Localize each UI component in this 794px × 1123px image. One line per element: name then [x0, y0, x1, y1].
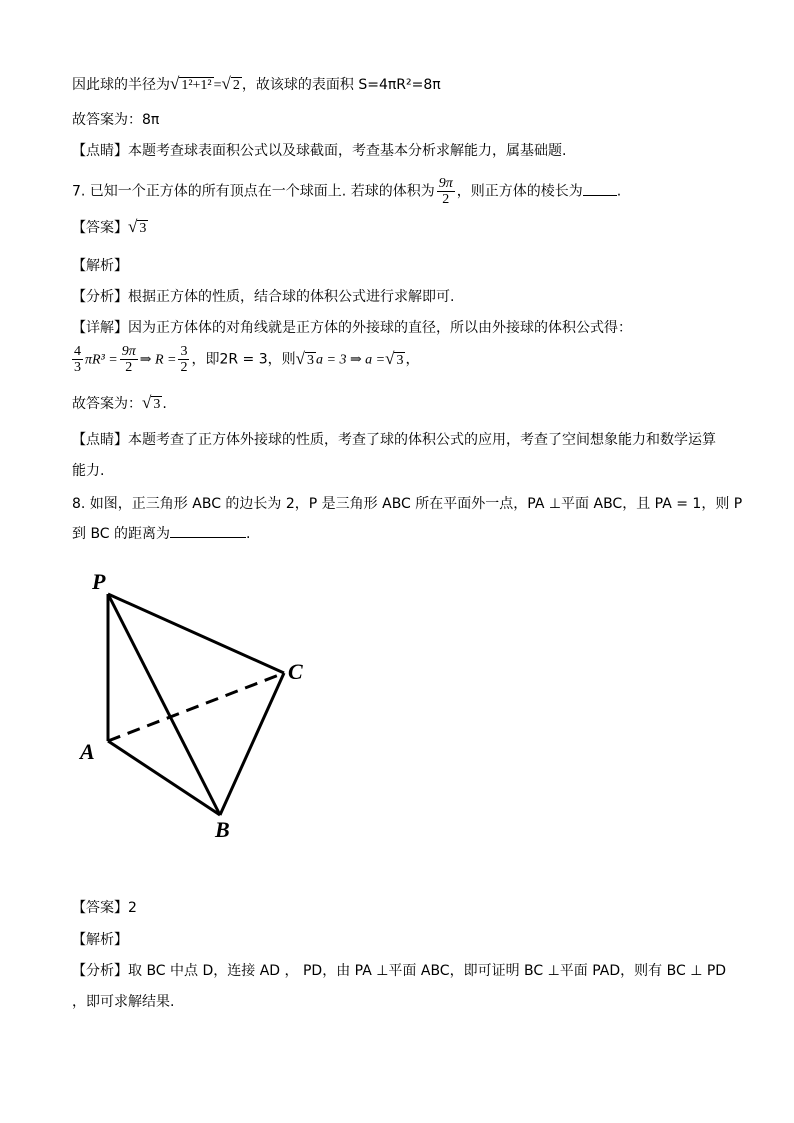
answer-7: 【答案】√ 3: [72, 217, 147, 236]
analysis-heading-8: 【解析】: [72, 932, 128, 948]
answer-blank-8: [170, 537, 246, 538]
radius-text-b: ，故该球的表面积 S=4πR²=8π: [241, 77, 441, 93]
analysis-heading-7: 【解析】: [72, 258, 128, 274]
volume-fraction: $\frac{9\pi}{2}$: [438, 176, 453, 207]
detail-7: 【详解】因为正方体体的对角线就是正方体的外接球的直径，所以由外接球的体积公式得：: [72, 320, 632, 336]
question-8-line2: 到 BC 的距离为 .: [72, 526, 251, 542]
edge-PC: [108, 594, 284, 673]
sqrt-expression: √ 1²+1²: [170, 74, 212, 93]
sqrt-two: √ 2: [221, 74, 240, 93]
label-A: A: [80, 739, 95, 764]
edge-PB: [108, 594, 220, 815]
answer-8: 【答案】2: [72, 900, 137, 916]
label-P: P: [92, 569, 106, 594]
question-7: 7. 已知一个正方体的所有顶点在一个球面上. 若球的体积为 $\frac{9\pi}{2}$ ，则正方体的棱长为 .: [72, 176, 622, 207]
question-8-line1: 8. 如图，正三角形 ABC 的边长为 2，P 是三角形 ABC 所在平面外一点，PA ⊥平面 ABC，且 PA = 1，则 P: [72, 496, 743, 512]
comment-7-line1: 【点睛】本题考查了正方体外接球的性质，考查了球的体积公式的应用，考查了空间想象能力和数学运算: [72, 432, 716, 448]
radius-text-a: 因此球的半径为: [72, 77, 170, 93]
edge-AB: [108, 741, 220, 815]
comment-line-6: 【点睛】本题考查球表面积公式以及球截面，考查基本分析求解能力，属基础题.: [72, 143, 567, 159]
comment-7-line2: 能力.: [72, 463, 105, 479]
equation-7: $\frac{4}{3}$ πR³ = $\frac{9\pi}{2}$ ⇒ R = $\frac{3}{2}$ ，即2R = 3，则√ 3 a = 3 ⇒ a =√ 3 ，: [74, 344, 420, 375]
analysis-8-line1: 【分析】取 BC 中点 D，连接 AD ， PD，由 PA ⊥平面 ABC，即可证明 BC ⊥平面 PAD，则有 BC ⊥ PD: [72, 963, 727, 979]
radius-line: [72, 74, 441, 96]
analysis-8-line2: ，即可求解结果.: [72, 994, 175, 1010]
analysis-7: 【分析】根据正方体的性质，结合球的体积公式进行求解即可.: [72, 289, 455, 305]
label-C: C: [288, 659, 303, 684]
sqrt-arg: 1²+1²: [181, 78, 212, 93]
tetrahedron-figure: [72, 565, 332, 845]
answer-blank-7: [583, 195, 617, 196]
answer-line-6: 故答案为：8π: [72, 112, 160, 128]
result-7: 故答案为：√ 3 .: [72, 393, 167, 412]
label-B: B: [215, 817, 230, 842]
equals-sign: =: [213, 78, 222, 93]
